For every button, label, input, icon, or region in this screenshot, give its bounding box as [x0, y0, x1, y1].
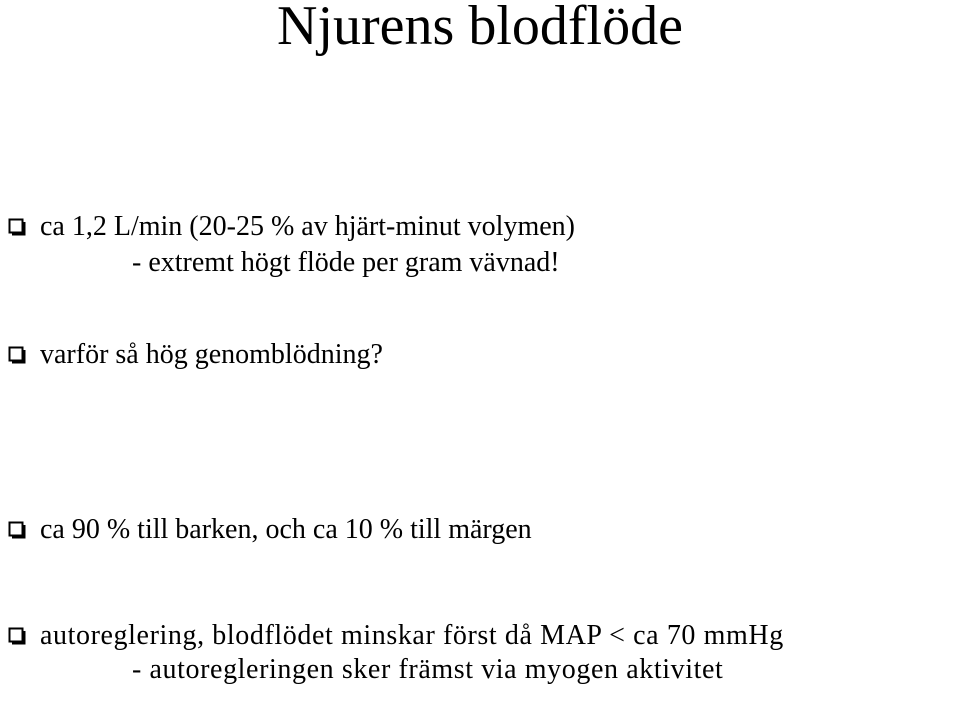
bullet-item	[8, 618, 784, 688]
bullet-text: autoreglering, blodflödet minskar först då MAP < ca 70 mmHg	[40, 620, 784, 651]
bullet-row	[8, 618, 784, 654]
checkbox-icon	[8, 521, 26, 539]
bullet-subtext: - autoregleringen sker främst via myogen aktivitet	[132, 654, 724, 685]
checkbox-icon	[8, 627, 26, 645]
bullet-item	[8, 512, 532, 548]
bullet-text: ca 1,2 L/min (20-25 % av hjärt-minut volymen)	[40, 211, 575, 242]
bullet-row	[8, 337, 383, 373]
bullet-item	[8, 337, 383, 373]
bullet-row	[8, 512, 532, 548]
bullet-subtext: - extremt högt flöde per gram vävnad!	[132, 247, 560, 278]
bullet-text: ca 90 % till barken, och ca 10 % till märgen	[40, 514, 532, 545]
slide-title: Njurens blodflöde	[277, 0, 683, 57]
checkbox-icon	[8, 346, 26, 364]
checkbox-icon	[8, 218, 26, 236]
bullet-item	[8, 209, 575, 281]
bullet-row	[8, 209, 575, 245]
bullet-text: varför så hög genomblödning?	[40, 339, 383, 370]
